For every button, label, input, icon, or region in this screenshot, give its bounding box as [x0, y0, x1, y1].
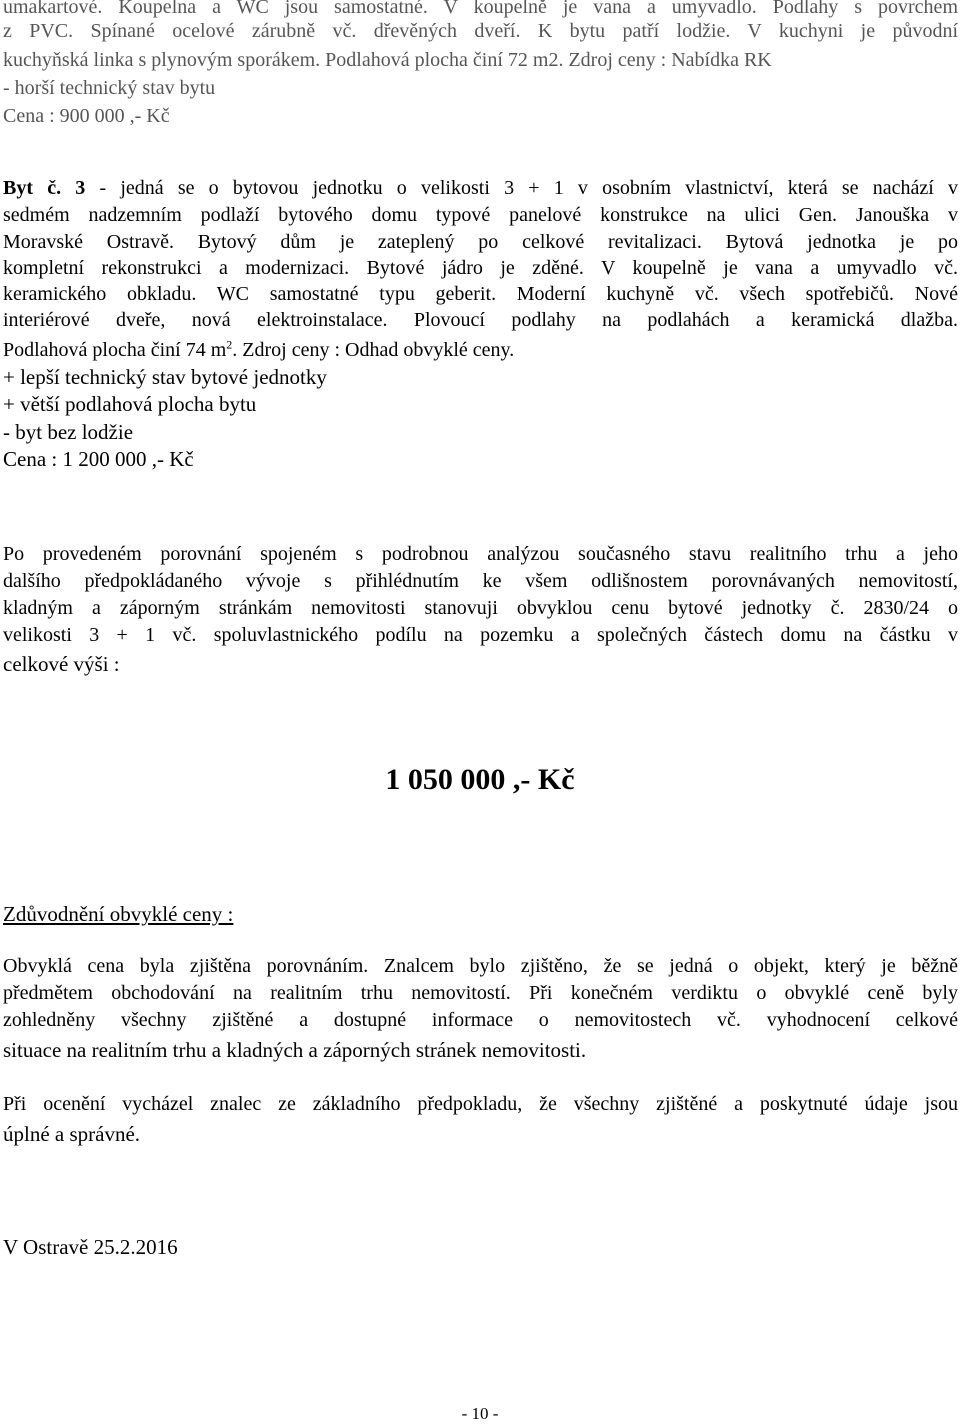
flat3-line-4: kompletní rekonstrukci a modernizaci. Bytové jádro je zděné. V koupelně je vana a umyvadlo vč. [3, 257, 958, 279]
justification-p1-line-4: situace na realitním trhu a kladných a záporných stránek nemovitosti. [3, 1038, 587, 1062]
final-price: 1 050 000 ,- Kč [385, 763, 575, 796]
justification-p1-line-1: Obvyklá cena byla zjištěna porovnáním. Znalcem bylo zjištěno, že se jedná o objekt, který je běžně [3, 955, 958, 977]
flat3-line-7 [3, 337, 514, 364]
comparison-line-3: kladným a záporným stránkám nemovitosti stanovuji obvyklou cenu bytové jednotky č. 2830/24 o [3, 597, 958, 619]
comparison-line-5: celkové výši : [3, 652, 120, 676]
top-text-line-4: - horší technický stav bytu [3, 77, 216, 99]
flat3-area-text: Podlahová plocha činí 74 m [3, 339, 227, 361]
flat3-price: Cena : 1 200 000 ,- Kč [3, 447, 194, 471]
flat3-label: Byt č. 3 [3, 177, 86, 199]
comparison-line-2: dalšího předpokládaného vývoje s přihlédnutím ke všem odlišnostem porovnávaných nemovitostí, [3, 570, 958, 592]
justification-p1-line-3: zohledněny všechny zjištěné a dostupné informace o nemovitostech vč. vyhodnocení celkové [3, 1009, 958, 1031]
top-text-line-1: umakartové. Koupelna a WC jsou samostatné. V koupelně je vana a umyvadlo. Podlahy s povrchem [3, 0, 958, 18]
top-text-line-2: z PVC. Spínané ocelové zárubně vč. dřevěných dveří. K bytu patří lodžie. V kuchyni je původní [3, 20, 958, 42]
flat3-minus-1: - byt bez lodžie [3, 420, 134, 444]
flat3-line-5: keramického obkladu. WC samostatné typu geberit. Moderní kuchyně vč. všech spotřebičů. Nové [3, 283, 958, 305]
page-number: - 10 - [461, 1404, 499, 1423]
top-price: Cena : 900 000 ,- Kč [3, 105, 170, 127]
flat3-line-1-text: - jedná se o bytovou jednotku o velikosti 3 + 1 v osobním vlastnictví, která se nachází v [99, 177, 958, 199]
flat3-line-1 [3, 177, 958, 200]
flat3-line-6: interiérové dveře, nová elektroinstalace. Plovoucí podlahy na podlahách a keramická dlažba. [3, 309, 958, 331]
justification-p1-line-2: předmětem obchodování na realitním trhu nemovitostí. Při konečném verdiktu o obvyklé ceně byly [3, 982, 958, 1004]
justification-p2-line-2: úplné a správné. [3, 1122, 141, 1146]
justification-heading: Zdůvodnění obvyklé ceny : [3, 902, 234, 926]
comparison-line-4: velikosti 3 + 1 vč. spoluvlastnického podílu na pozemku a společných částech domu na částku v [3, 624, 958, 646]
flat3-source-text: . Zdroj ceny : Odhad obvyklé ceny. [232, 339, 515, 361]
flat3-plus-1: + lepší technický stav bytové jednotky [3, 365, 327, 389]
area-superscript: 2 [226, 337, 233, 352]
comparison-line-1: Po provedeném porovnání spojeném s podrobnou analýzou současného stavu realitního trhu a jeho [3, 543, 958, 565]
flat3-line-3: Moravské Ostravě. Bytový dům je zateplený po celkové revitalizaci. Bytová jednotka je po [3, 231, 958, 253]
flat3-line-2: sedmém nadzemním podlaží bytového domu typové panelové konstrukce na ulici Gen. Janouška v [3, 204, 958, 226]
flat3-plus-2: + větší podlahová plocha bytu [3, 392, 257, 416]
top-text-line-3: kuchyňská linka s plynovým sporákem. Podlahová plocha činí 72 m2. Zdroj ceny : Nabídka RK [3, 49, 772, 71]
place-date: V Ostravě 25.2.2016 [3, 1235, 178, 1259]
justification-p2-line-1: Při ocenění vycházel znalec ze základního předpokladu, že všechny zjištěné a poskytnuté údaje jsou [3, 1093, 958, 1115]
